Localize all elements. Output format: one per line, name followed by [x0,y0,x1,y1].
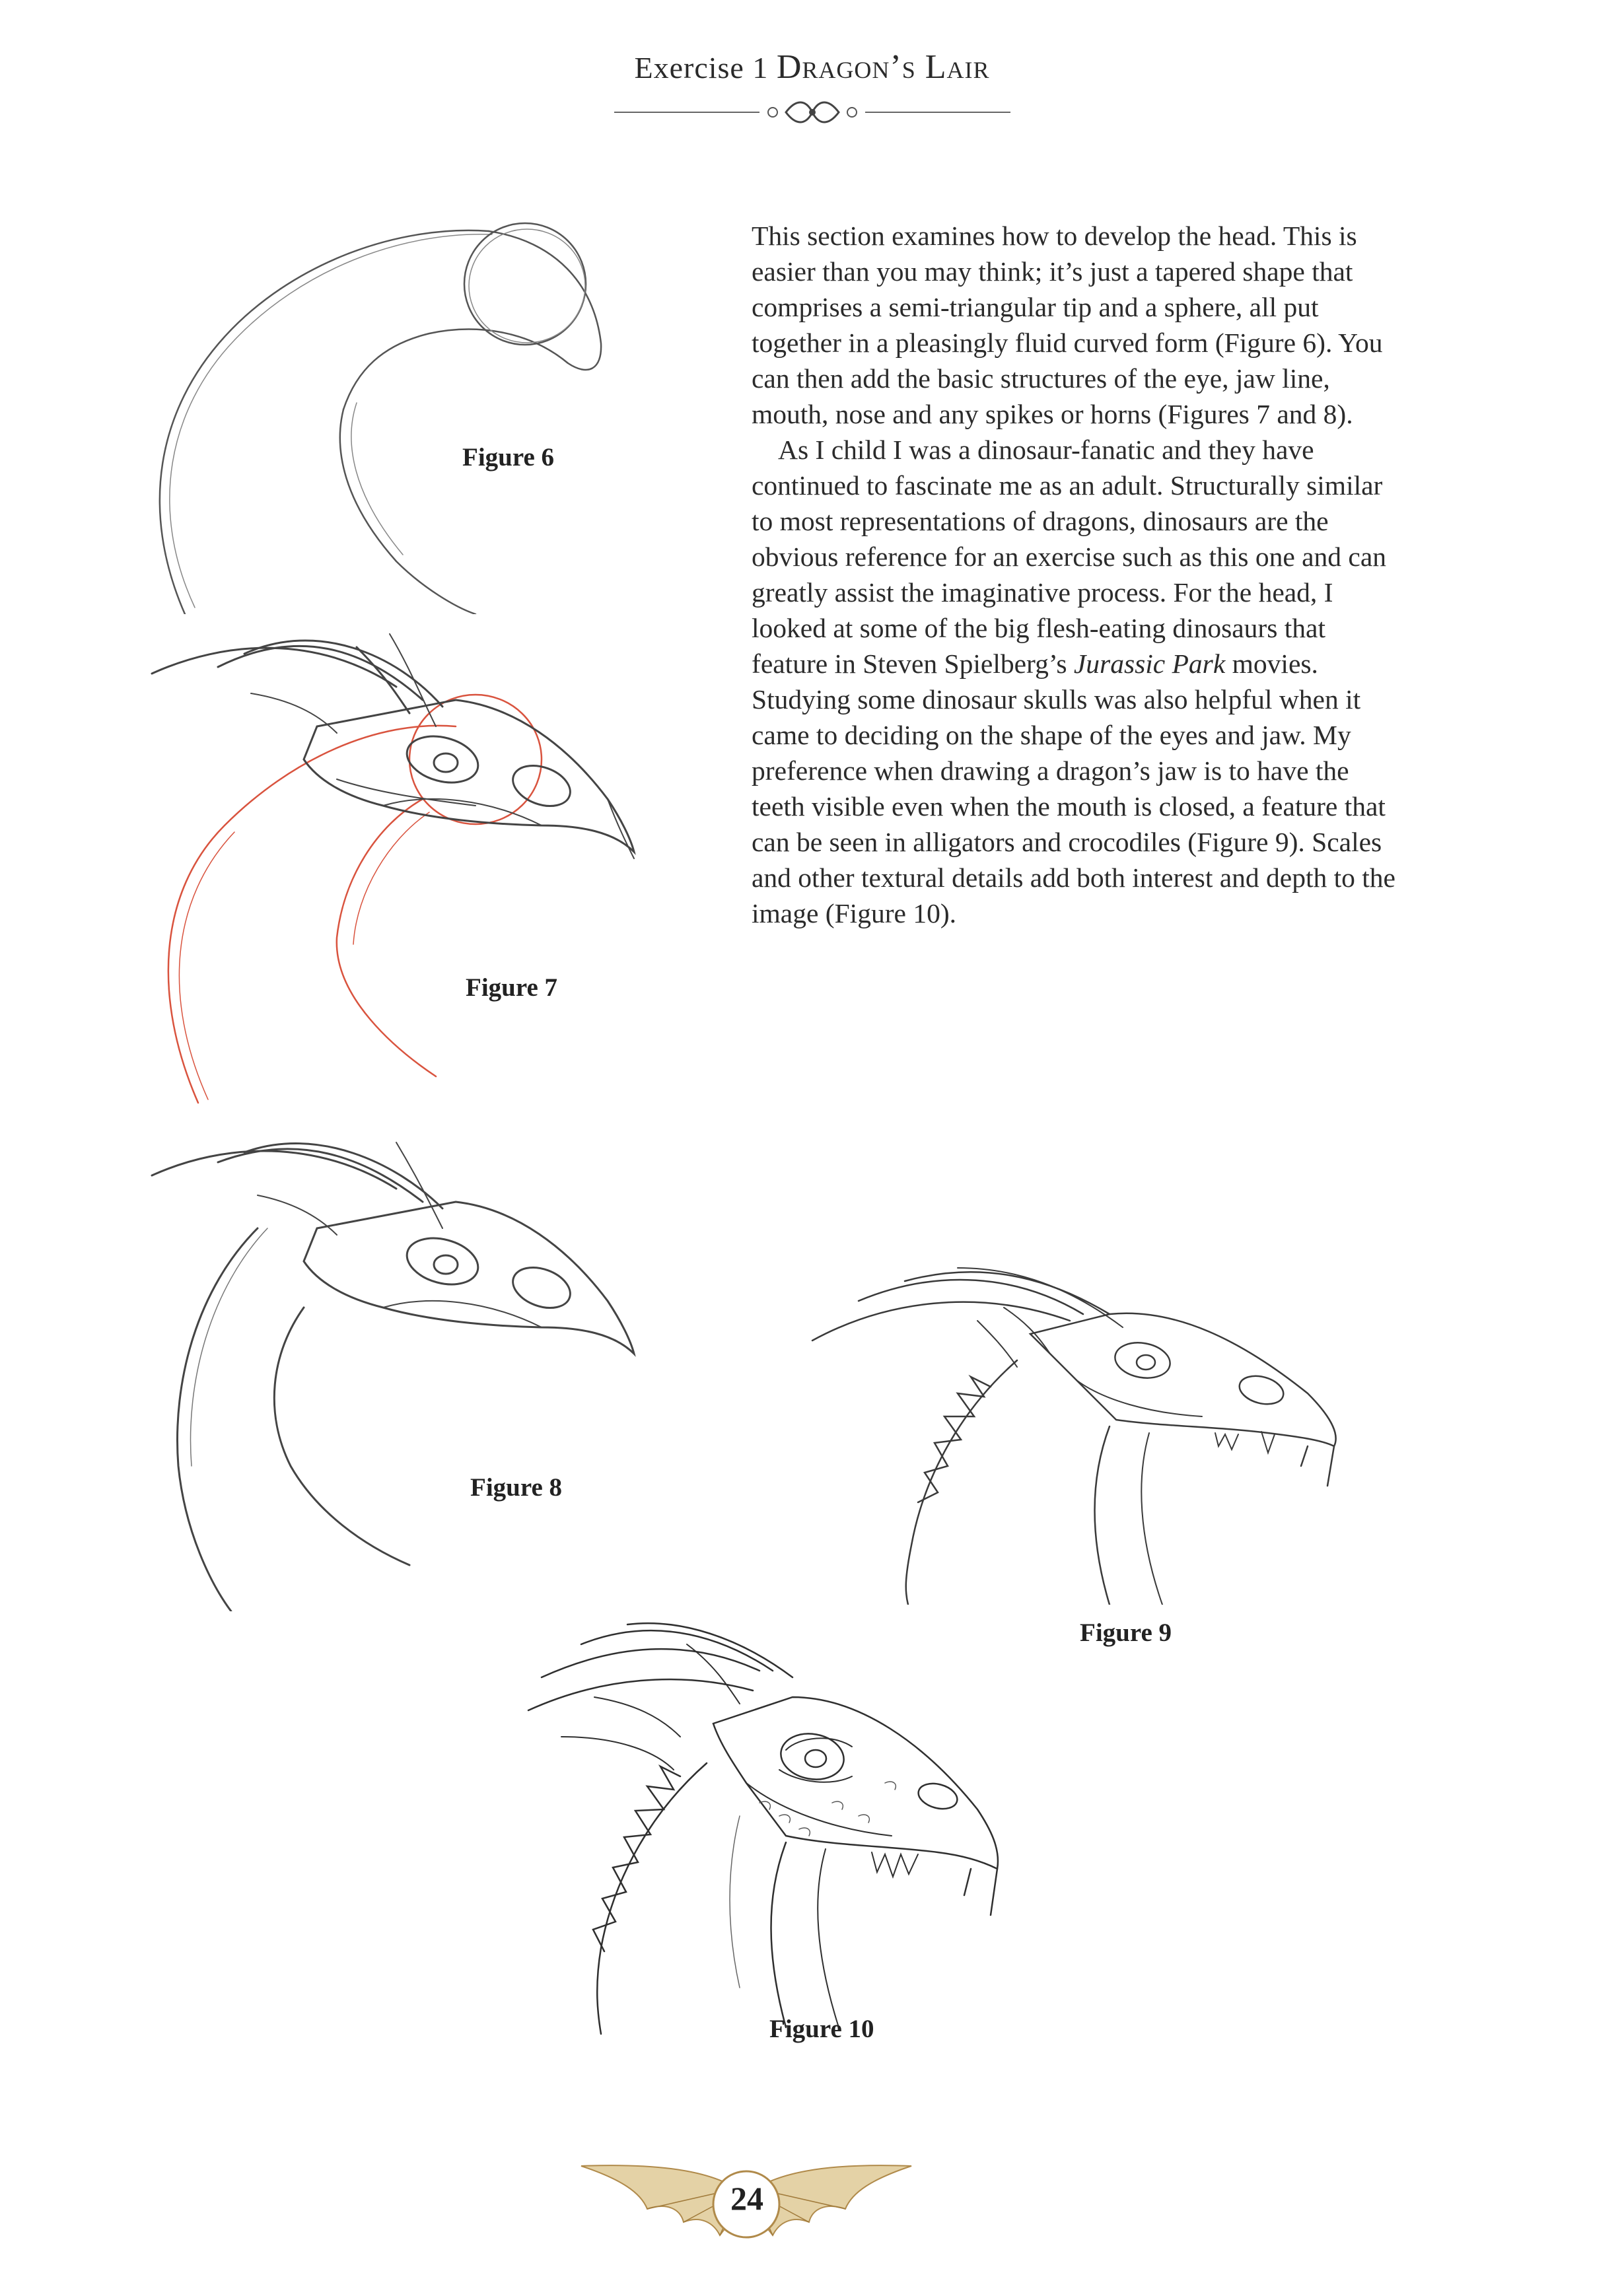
figure-8-sketch [145,1136,660,1611]
figure-6-caption: Figure 6 [462,443,555,471]
figure-8-caption: Figure 8 [470,1473,563,1502]
paragraph-2 [752,432,1399,931]
figure-10-sketch [462,1618,1030,2041]
paragraph-2-part-1: As I child I was a dinosaur-fanatic and they have continued to fascinate me as an adult. Structurally similar to most representations of dragons, dinosaurs are the obvious reference for an exercise such as this one and can greatly assist the imaginative process. For the head, I looked at some of the big flesh-eating dinosaurs that feature in Steven Spielberg’s [752,435,1387,679]
figure-7-sketch [145,627,660,1109]
figure-10-caption: Figure 10 [769,2015,874,2043]
page-header [0,48,1624,87]
header-ornament-icon [608,92,1017,132]
paragraph-1: This section examines how to develop the head. This is easier than you may think; it’s just a tapered shape that comprises a semi-triangular tip and a sphere, all put together in a pleasingly fluid curved form (Figure 6). You can then add the basic structures of the eye, jaw line, mouth, nose and any spikes or horns (Figures 7 and 8). [752,221,1383,429]
running-head [0,48,1624,87]
film-title: Jurassic Park [1073,648,1226,679]
figure-6-sketch [145,192,621,614]
figure-9-caption: Figure 9 [1080,1619,1172,1647]
figure-7-caption: Figure 7 [466,973,558,1002]
paragraph-2-part-2: movies. Studying some dinosaur skulls was also helpful when it came to deciding on the shape of the eyes and jaw. My preference when drawing a dragon’s jaw is to have the teeth visible even when the mouth is closed, a feature that can be seen in alligators and crocodiles (Figure 9). Scales and other textural details add both interest and depth to the image (Figure 10). [752,648,1395,928]
page-number: 24 [730,2180,763,2217]
figure-9-sketch [806,1261,1387,1605]
exercise-number: 1 [752,51,769,85]
chapter-title: Dragon’s Lair [776,48,990,86]
exercise-label: Exercise [634,51,744,85]
body-text [752,218,1399,931]
